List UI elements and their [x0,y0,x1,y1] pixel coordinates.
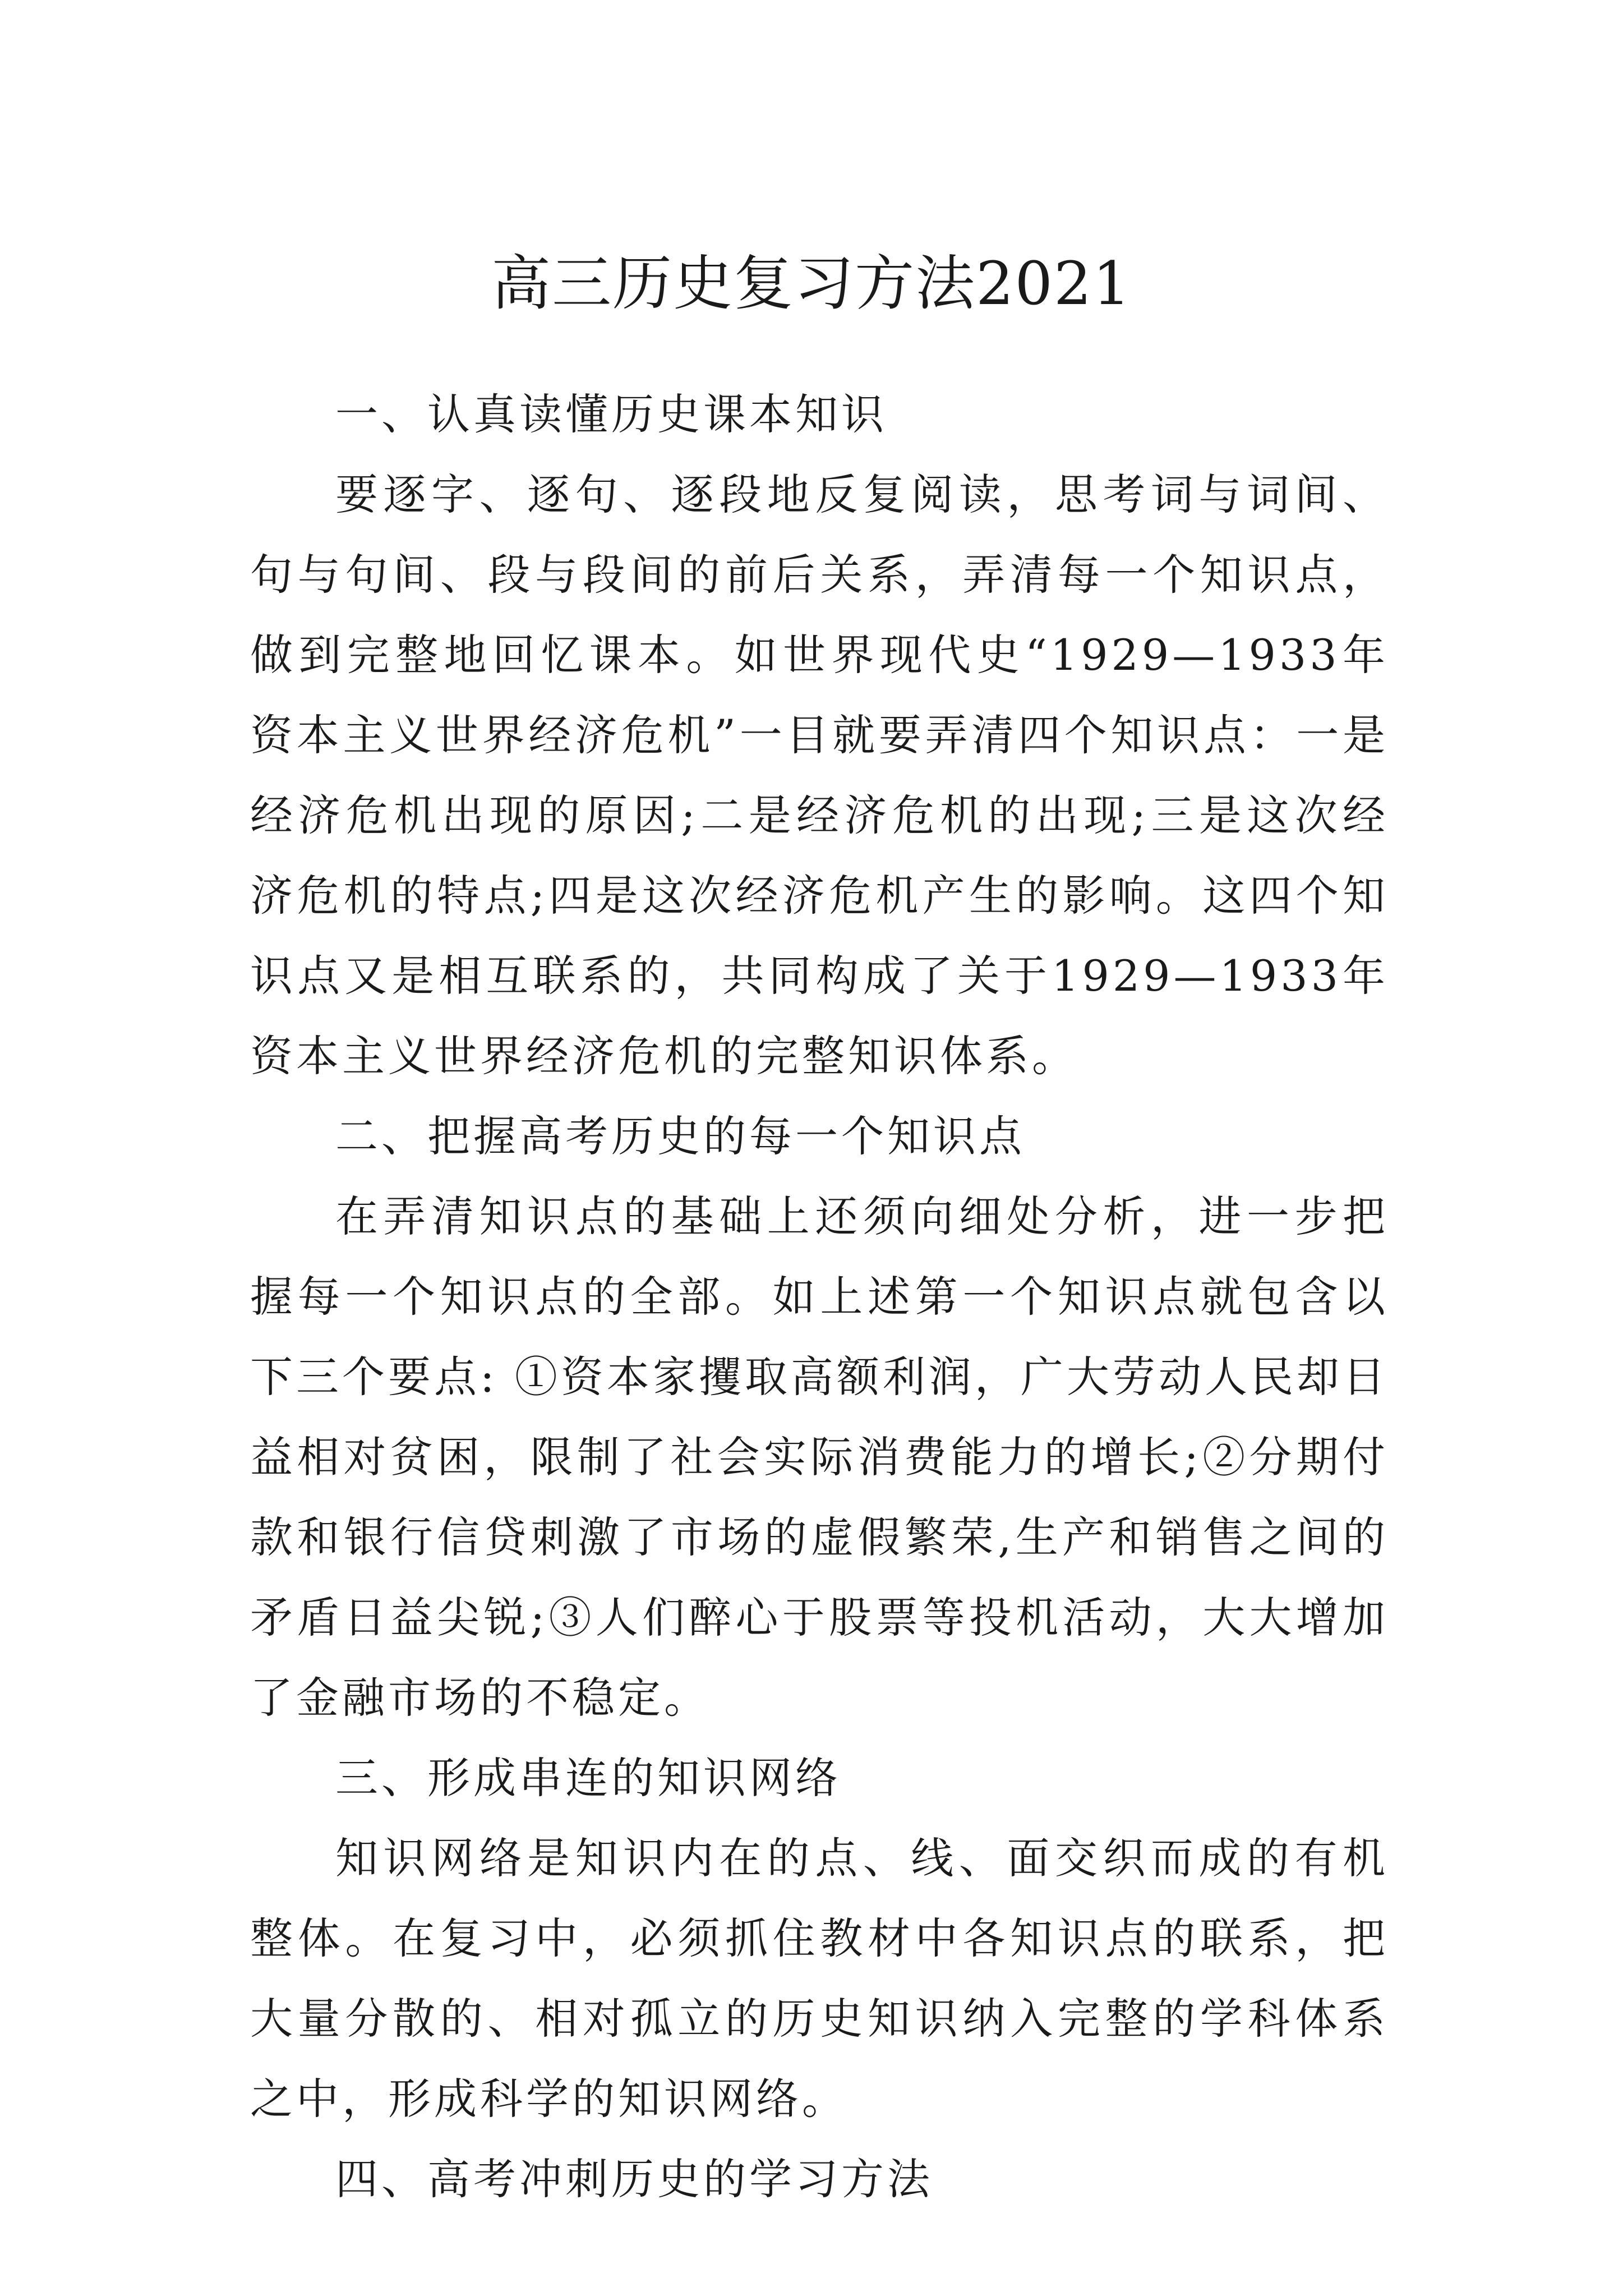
section-heading-4: 四、高考冲刺历史的学习方法 [335,2154,933,2204]
section-heading-2: 二、把握高考历史的每一个知识点 [335,1111,1025,1161]
paragraph-2: 在弄清知识点的基础上还须向细处分析，进一步把握每一个知识点的全部。如上述第一个知识点就包含以下三个要点: ①资本家攫取高额利润，广大劳动人民却日益相对贫困，限制了社会实际消费能力的增长;②分期付款和银行信贷刺激了市场的虚假繁荣,生产和销售之间的矛盾日益尖锐;③人们醉心于股票等投机活动，大大增加了金融市场的不稳定。 [250,1191,1389,1723]
section-heading-1: 一、认真读懂历史课本知识 [335,389,887,439]
paragraph-3: 知识网络是知识内在的点、线、面交织而成的有机整体。在复习中，必须抓住教材中各知识点的联系，把大量分散的、相对孤立的历史知识纳入完整的学科体系之中，形成科学的知识网络。 [250,1833,1389,2124]
document-title: 高三历史复习方法2021 [491,249,1132,319]
document-body [250,374,1389,2219]
paragraph-1: 要逐字、逐句、逐段地反复阅读，思考词与词间、句与句间、段与段间的前后关系，弄清每一个知识点，做到完整地回忆课本。如世界现代史“1929—1933年资本主义世界经济危机”一目就要弄清四个知识点：一是经济危机出现的原因;二是经济危机的出现;三是这次经济危机的特点;四是这次经济危机产生的影响。这四个知识点又是相互联系的，共同构成了关于1929—1933年资本主义世界经济危机的完整知识体系。 [250,470,1389,1081]
section-heading-3: 三、形成串连的知识网络 [335,1753,841,1803]
